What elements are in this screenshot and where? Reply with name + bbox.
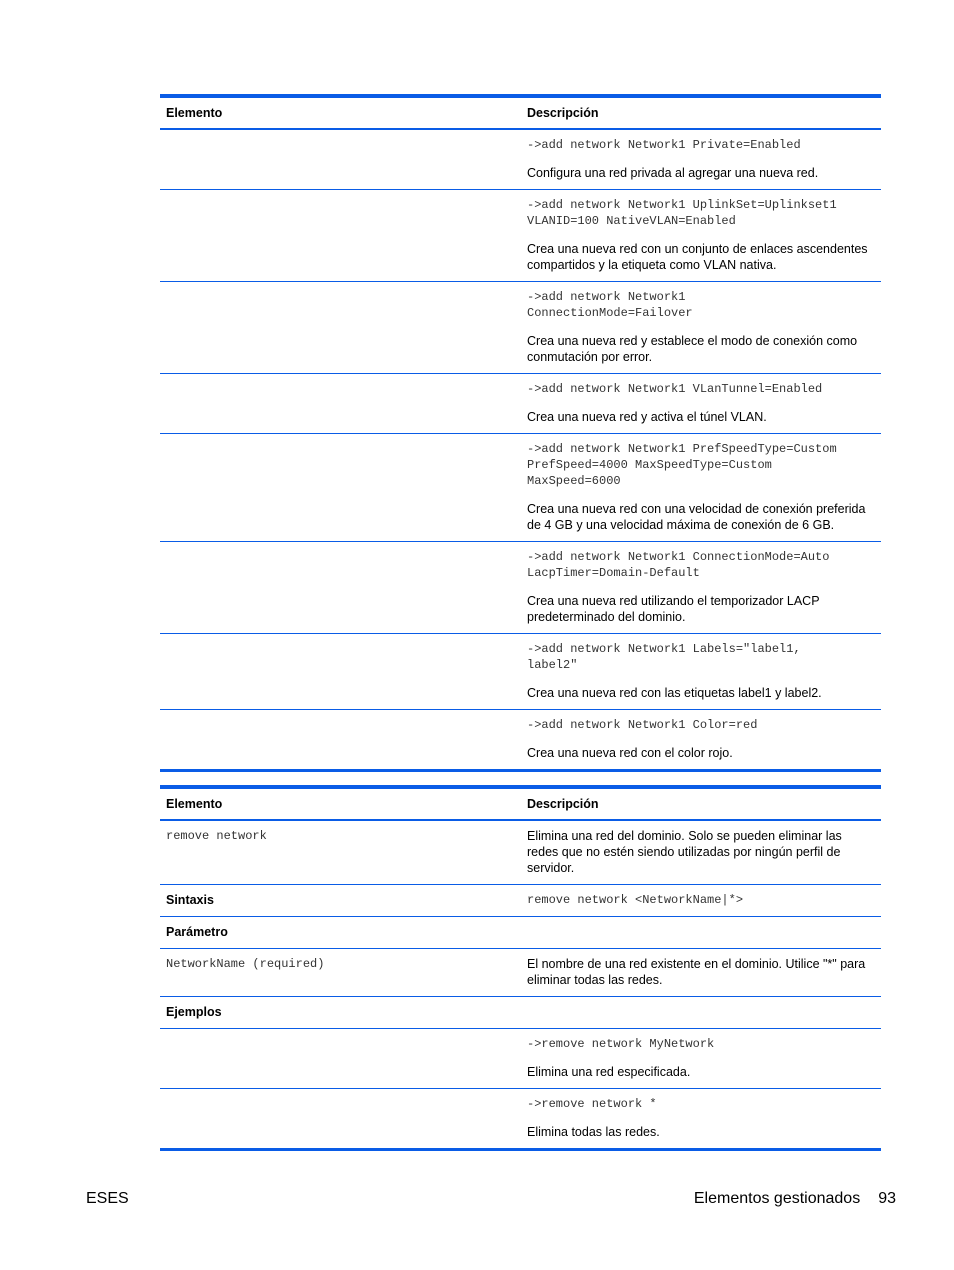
- header-descripcion: Descripción: [521, 787, 881, 820]
- example-description: Crea una nueva red y activa el túnel VLAN.: [527, 410, 767, 424]
- table-row: [160, 1089, 881, 1150]
- table-header-row: [160, 96, 881, 129]
- example-description: Crea una nueva red con un conjunto de enlaces ascendentes compartidos y la etiqueta como VLAN nativa.: [527, 242, 868, 272]
- example-description: Crea una nueva red con una velocidad de conexión preferida de 4 GB y una velocidad máxima de conexión de 6 GB.: [527, 502, 866, 532]
- header-elemento: Elemento: [160, 787, 521, 820]
- table-row: [160, 634, 881, 710]
- table-row: [160, 542, 881, 634]
- footer-section-title: Elementos gestionados: [693, 1190, 861, 1207]
- example-description: Crea una nueva red con el color rojo.: [527, 746, 733, 760]
- command-name: remove network: [166, 829, 267, 843]
- command-description: Elimina una red del dominio. Solo se pueden eliminar las redes que no estén siendo utilizadas por ningún perfil de servidor.: [521, 820, 881, 885]
- example-command: ->add network Network1 Labels="label1, label2": [527, 642, 801, 672]
- example-command: ->remove network MyNetwork: [527, 1037, 715, 1051]
- parameter-description: El nombre de una red existente en el dominio. Utilice "*" para eliminar todas las redes.: [521, 949, 881, 997]
- page-number: 93: [878, 1190, 896, 1207]
- header-elemento: Elemento: [160, 96, 521, 129]
- table-row: [160, 820, 881, 885]
- table-header-row: [160, 787, 881, 820]
- example-description: Elimina una red especificada.: [527, 1065, 691, 1079]
- example-description: Elimina todas las redes.: [527, 1125, 660, 1139]
- table-row: [160, 190, 881, 282]
- example-description: Crea una nueva red con las etiquetas label1 y label2.: [527, 686, 822, 700]
- example-command: ->add network Network1 Color=red: [527, 718, 758, 732]
- example-description: Crea una nueva red y establece el modo de conexión como conmutación por error.: [527, 334, 858, 364]
- footer-section: [694, 1190, 896, 1208]
- add-network-examples-table: [160, 94, 881, 772]
- example-command: ->add network Network1 ConnectionMode=Auto LacpTimer=Domain-Default: [527, 550, 830, 580]
- table-row: [160, 129, 881, 190]
- example-command: ->add network Network1 Private=Enabled: [527, 138, 801, 152]
- syntax-value: remove network <NetworkName|*>: [527, 893, 744, 907]
- table-row: [160, 917, 881, 949]
- example-command: ->remove network *: [527, 1097, 657, 1111]
- footer-locale: ESES: [86, 1190, 129, 1207]
- parameter-name: NetworkName (required): [166, 957, 325, 971]
- table-row: [160, 997, 881, 1029]
- table-row: [160, 282, 881, 374]
- example-command: ->add network Network1 UplinkSet=Uplinkset1 VLANID=100 NativeVLAN=Enabled: [527, 198, 837, 228]
- example-description: Crea una nueva red utilizando el temporizador LACP predeterminado del dominio.: [527, 594, 820, 624]
- table-row: [160, 885, 881, 917]
- example-description: Configura una red privada al agregar una nueva red.: [527, 166, 819, 180]
- examples-label: Ejemplos: [160, 997, 521, 1029]
- example-command: ->add network Network1 ConnectionMode=Failover: [527, 290, 693, 320]
- example-command: ->add network Network1 VLanTunnel=Enabled: [527, 382, 823, 396]
- table-row: [160, 374, 881, 434]
- remove-network-table: [160, 785, 881, 1151]
- table-row: [160, 949, 881, 997]
- table-row: [160, 710, 881, 771]
- table-row: [160, 434, 881, 542]
- syntax-label: Sintaxis: [160, 885, 521, 917]
- parameter-label: Parámetro: [160, 917, 521, 949]
- example-command: ->add network Network1 PrefSpeedType=Custom PrefSpeed=4000 MaxSpeedType=Custom MaxSpeed=6000: [527, 442, 837, 488]
- header-descripcion: Descripción: [521, 96, 881, 129]
- table-row: [160, 1029, 881, 1089]
